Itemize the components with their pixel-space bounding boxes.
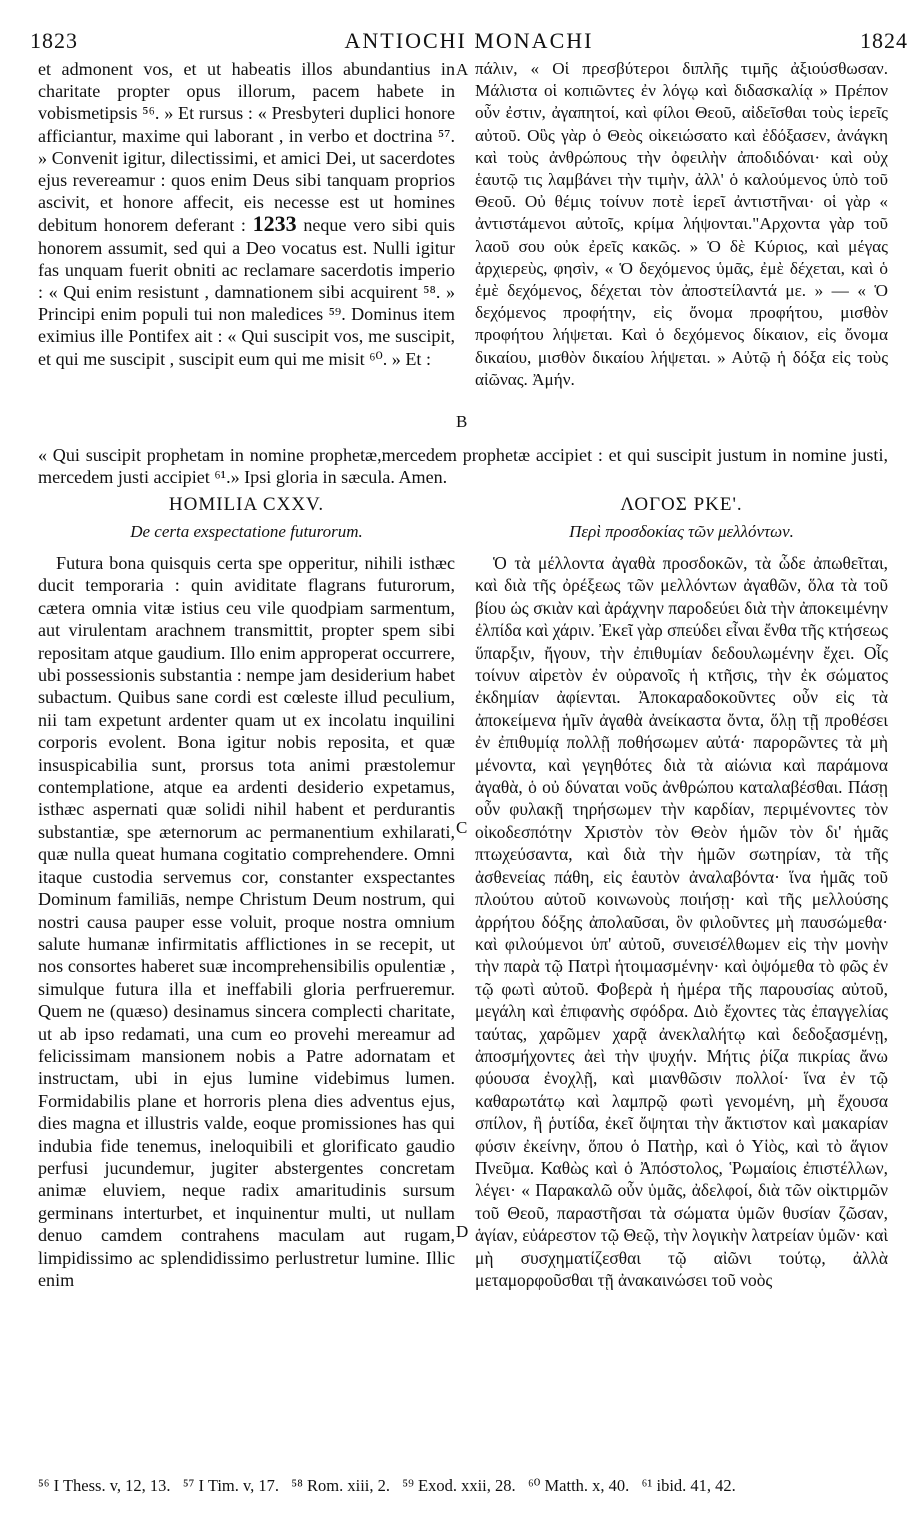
column-number-inline: 1233 bbox=[252, 211, 297, 237]
margin-letter-a: A bbox=[456, 60, 469, 79]
greek-body-text: Ὁ τὰ μέλλοντα ἀγαθὰ προσδοκῶν, τὰ ὧδε ἀπωθεῖται, καὶ διὰ τῆς ὀρέξεως τῶν μελλόντων ἀγαθῶν, ὅλα τὰ τοῦ βίου ὡς σκιὰν καὶ ἀράχνην παροδεύει διὰ τὴν ἀποκειμένην ἐλπίδα καὶ χάριν. Ἐκεῖ γὰρ σπεύδει εἶναι ἔνθα τῆς κτήσεως ὕπαρξιν, ἤγουν, τὴν ἐπιθυμίαν δεδουλωμένην ἔχει. Οἷς τοίνυν αἱρετὸν ἐν οὐρανοῖς ἡ κτῆσις, τὴν ἐκ σώματος ἐκδημίαν ἀφίενται. Ἀποκαραδοκοῦντες οὖν εἰς τὰ ἀποκείμενα ἡμῖν ἀγαθὰ ἀνείκαστα ὄντα, ὅλῃ τῇ προθέσει ἐν ἐπιθυμίᾳ πολλῇ ποθήσωμεν αὐτά· παρορῶντες τὰ μὴ μένοντα, καὶ γεγηθότες διὰ τὰ αἰώνια καὶ παράμονα ἀγαθὰ, ὁ οὐ δύναται νοῦς ἀνθρώπου καταλαβέσθαι. Πάσῃ οὖν φυλακῇ τηρήσωμεν τὴν καρδίαν, περιμένοντες τὸν οἰκοδεσπότην Χριστὸν τὸν Θεὸν ἡμῶν τὸν δι' ἡμᾶς πτωχεύσαντα, καὶ διὰ τὴν ἡμῶν σωτηρίαν, τὰ τῆς ἀσθενείας πάθη, εἰς ἑαυτὸν ἀναλαβόντα· ἵνα ἡμᾶς τοῦ πλούτου αὐτοῦ κοινωνοὺς ποιήσῃ· καὶ τῆς μελλούσης ἀρρήτου δόξης ἀπολαῦσαι, ὃν φιλοῦντες μὴ παυσώμεθα· καὶ φιλούμενοι ὑπ' αὐτοῦ, συνεισέλθωμεν εἰς τὴν μονὴν τὴν παρὰ τῷ Πατρὶ ἡτοιμασμένην· καὶ ὀψόμεθα τὸ φῶς ἐν τῷ φωτὶ αὐτοῦ. Φοβερὰ ἡ ἡμέρα τῆς παρουσίας αὐτοῦ, μεγάλη καὶ ἐπιφανὴς σφόδρα. Διὸ ἔχοντες τὰς ἐπαγγελίας ταύτας, χαρῶμεν χαρᾷ ἀνεκλαλήτῳ καὶ δεδοξασμένῃ, ἀποσμήχοντες ἀεὶ τὴν ψυχήν. Μήτις ῥίζα πικρίας ἄνω φύουσα ἐνοχλῇ, καὶ μιανθῶσιν πολλοί· ἵνα ἐν τῷ καθαρωτάτῳ καὶ λαμπρῷ φωτὶ γενομένη, μὴ ἔχουσα σπίλον, ἢ ῥυτίδα, ἐκεῖ ὄψηται τὴν ἄκτιστον καὶ μακαρίαν φύσιν ἐκείνην, ὅπου ὁ Πατὴρ, καὶ ὁ Υἱὸς, καὶ τὸ ἅγιον Πνεῦμα. Καθὼς καὶ ὁ Ἀπόστολος, Ῥωμαίοις ἐπιστέλλων, λέγει· « Παρακαλῶ οὖν ὑμᾶς, ἀδελφοί, διὰ τῶν οἰκτιρμῶν τοῦ Θεοῦ, παραστῆσαι τὰ σώματα ὑμῶν θυσίαν ζῶσαν, ἁγίαν, εὐάρεστον τῷ Θεῷ, τὴν λογικὴν λατρείαν ὑμῶν· καὶ μὴ συσχηματίζεσθαι τῷ αἰῶνι τούτῳ, ἀλλὰ μεταμορφοῦσθαι τῇ ἀνακαινώσει τοῦ νοὸς bbox=[475, 553, 888, 1290]
greek-homily-subtitle: Περὶ προσδοκίας τῶν μελλόντων. bbox=[569, 522, 794, 541]
latin-body-text: Futura bona quisquis certa spe opperitur, nihili isthæc ducit temporaria : quin aviditate flagrans futurorum, cætera omnia vitæ istius ceu vile quodpiam sarmentum, aut virulentam arachnem transmittit, propter spem sibi repositam atque gaudium. Illo enim approperat occurrere, ubi possessionis substantia : nempe jam desiderium habet subactum. Quibus sane cordi est cœleste illud peculium, nii tam expetunt ardenter quam ut ex incolatu inquilini corporis evolent. Bona igitur nobis reposita, et quæ insuspicabilia sunt, prorsus tota animi præstolemur contemplatione, atque ea ardenti desiderio expetamus, isthæc aspernati quæ solidi nihil habent et perdurantis substantiæ, spe æternorum ac permanentium exhilarati, quæ nulla queat humana cogitatio comprehendere. Omni itaque custodia servemus cor, constanter exspectantes Dominum familiās, nempe Christum Deum nostrum, qui nostri causa pauper esse voluit, proque nostra omnium salute humanæ infirmitatis afflictiones in se recepit, ut nos consortes haberet suæ incomprehensibilis opulentiæ , simulque futura illa et ineffabili gloria perfrueremur. Quem ne (quæso) desinamus sincera complecti charitate, ut ab ipso redamati, una cum eo provehi mereamur ad felicissimam mansionem nobis a Patre adornatam et instructam, ubi in ejus lumine videbimus lumen. Formidabilis plane et horroris plena dies adventus ejus, dies magna et illustris valde, eoque promissiones has qui indubia fide tenemus, ineloquibili et glorificato gaudio perfusi jucundemur, jugiter abstergentes concretam animæ eluviem, neque radix amaritudinis sursum germinans interturbet, et inquinentur multi, ut nullam denuo camdem contrahens maculam aut rugam, limpidissimo ac splendidissimo perlustretur lumine. Illic enim bbox=[38, 553, 455, 1290]
greek-body-column bbox=[475, 552, 888, 1291]
footnotes-text: ⁵⁶ I Thess. v, 12, 13. ⁵⁷ I Tim. v, 17. ⁵⁸ Rom. xiii, 2. ⁵⁹ Exod. xxii, 28. ⁶⁰ Matth. x, 40. ⁶¹ ibid. 41, 42. bbox=[38, 1476, 736, 1495]
right-column-number: 1824 bbox=[860, 28, 908, 53]
margin-letter-c: C bbox=[456, 818, 468, 837]
latin-homily-subtitle: De certa exspectatione futurorum. bbox=[130, 522, 363, 541]
running-header bbox=[30, 28, 908, 56]
latin-body-column bbox=[38, 552, 455, 1291]
margin-letter-b: B bbox=[456, 412, 468, 431]
latin-top-part2: neque vero sibi quis honorem assumit, sed qui a Deo vocatus est. Nulli igitur fas unquam fuerit obniti ac reclamare sacerdotis imperio : « Qui enim resistunt , damnationem sibi acquirent ⁵⁸. » Principi enim populi tui non maledices ⁵⁹. Dominus item eximius ille Pontifex ait : « Qui suscipit vos, me suscipit, et qui me suscipit , suscipit eum qui me misit ⁶⁰. » Et : bbox=[38, 215, 455, 369]
full-width-line: « Qui suscipit prophetam in nomine prophetæ,mercedem prophetæ accipiet : et qui suscipit justum in nomine justi, mercedem justi accipiet ⁶¹.» Ipsi gloria in sæcula. Amen. bbox=[38, 445, 888, 487]
latin-top-text bbox=[38, 58, 455, 370]
running-title: ANTIOCHI MONACHI bbox=[344, 28, 594, 53]
greek-top-column bbox=[475, 58, 888, 391]
latin-homily-title: HOMILIA CXXV. bbox=[168, 494, 325, 515]
margin-letter-d: D bbox=[456, 1222, 469, 1241]
latin-top-part1: et admonent vos, et ut habeatis illos abundantius in charitate propter opus illorum, pacem habete in vobismetipsis ⁵⁶. » Et rursus : « Presbyteri duplici honore afficiantur, maxime qui laborant , in verbo et doctrina ⁵⁷. » Convenit igitur, dilectissimi, et amici Dei, ut sacerdotes ejus revereamur : quos enim Deus sibi tanquam proprios ascivit, et honore affecit, eis necesse est ut homines debitum honorem deferant : bbox=[38, 59, 455, 236]
greek-top-text: πάλιν, « Οἱ πρεσβύτεροι διπλῆς τιμῆς ἀξιούσθωσαν. Μάλιστα οἱ κοπιῶντες ἐν λόγῳ καὶ διδασκαλίᾳ » Πρέπον οὖν ἐστιν, ἀγαπητοί, καὶ φίλοι Θεοῦ, αἰδεῖσθαι τοὺς ἱερεῖς αὐτοῦ. Οὓς γὰρ ὁ Θεὸς οἰκειώσατο καὶ ἐδόξασεν, ἀνάγκη καὶ τοὺς ἀνθρώπους τὴν ὀφειλὴν ἀποδιδόναι· καὶ οὐχ ἑαυτῷ τις λαμβάνει τὴν τιμὴν, ἀλλ' ὁ καλούμενος ὑπὸ τοῦ Θεοῦ. Οὐ θέμις τοίνυν ποτὲ ἱερεῖ ἀντιστῆναι· οἱ γὰρ « ἀντιστάμενοι αὐτοῖς, κρίμα λήψονται."Αρχοντα γὰρ τοῦ λαοῦ σου οὐκ ἐρεῖς κακῶς. » Ὁ δὲ Κύριος, καὶ μέγας ἀρχιερεὺς, φησὶν, « Ὁ δεχόμενος ὑμᾶς, ἐμὲ δέχεται, καὶ ὁ ἐμὲ δεχόμενος, δέχεται τὸν ἀποστείλαντά με. » — « Ὁ δεχόμενος προφήτην, εἰς ὄνομα προφήτου, μισθὸν προφήτου λήψεται. Καὶ ὁ δεχόμενος δίκαιον, εἰς ὄνομα δικαίου, μισθὸν δικαίου λήψεται. » Αὐτῷ ἡ δόξα εἰς τοὺς αἰῶνας. Ἀμήν. bbox=[475, 59, 888, 389]
latin-top-column bbox=[38, 58, 455, 370]
greek-homily-title: ΛΟΓΟΣ ΡΚΕ'. bbox=[620, 494, 743, 515]
footnotes bbox=[38, 1476, 888, 1496]
left-column-number: 1823 bbox=[30, 28, 78, 53]
